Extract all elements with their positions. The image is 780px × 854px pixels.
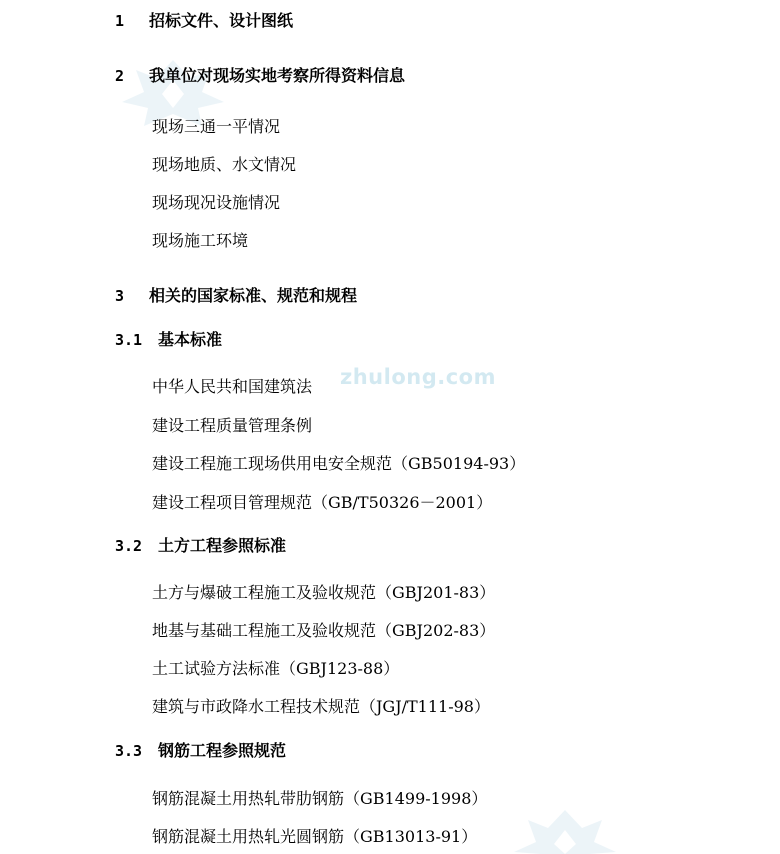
- list-item: 现场施工环境: [152, 231, 249, 250]
- watermark-logo-icon: [510, 808, 620, 854]
- list-item: 钢筋混凝土用热轧光圆钢筋（GB13013-91）: [152, 827, 478, 846]
- watermark-text: zhulong.com: [340, 365, 496, 389]
- section-number: 3.3: [115, 742, 143, 760]
- list-item: 建设工程项目管理规范（GB/T50326－2001）: [152, 493, 493, 512]
- list-item: 建设工程施工现场供用电安全规范（GB50194-93）: [152, 454, 526, 473]
- section-title: 钢筋工程参照规范: [158, 741, 287, 760]
- list-item: 建设工程质量管理条例: [152, 416, 313, 435]
- section-heading: [115, 286, 357, 306]
- list-item: 建筑与市政降水工程技术规范（JGJ/T111-98）: [152, 697, 490, 716]
- section-number: 3.1: [115, 331, 143, 349]
- list-item: 土工试验方法标准（GBJ123-88）: [152, 659, 400, 678]
- list-item: 钢筋混凝土用热轧带肋钢筋（GB1499-1998）: [152, 789, 488, 808]
- list-item: 现场三通一平情况: [152, 117, 281, 136]
- section-title: 招标文件、设计图纸: [149, 11, 294, 30]
- section-heading: [115, 741, 286, 761]
- section-number: 1: [115, 12, 125, 30]
- section-number: 3: [115, 287, 125, 305]
- list-item: 土方与爆破工程施工及验收规范（GBJ201-83）: [152, 583, 496, 602]
- section-title: 基本标准: [158, 330, 223, 349]
- section-heading: [115, 66, 405, 86]
- section-title: 相关的国家标准、规范和规程: [149, 286, 358, 305]
- section-heading: [115, 11, 293, 31]
- section-title: 土方工程参照标准: [158, 536, 287, 555]
- list-item: 中华人民共和国建筑法: [152, 377, 313, 396]
- section-number: 2: [115, 67, 125, 85]
- section-title: 我单位对现场实地考察所得资料信息: [149, 66, 406, 85]
- section-heading: [115, 330, 222, 350]
- list-item: 现场地质、水文情况: [152, 155, 297, 174]
- list-item: 现场现况设施情况: [152, 193, 281, 212]
- list-item: 地基与基础工程施工及验收规范（GBJ202-83）: [152, 621, 496, 640]
- section-heading: [115, 536, 286, 556]
- section-number: 3.2: [115, 537, 143, 555]
